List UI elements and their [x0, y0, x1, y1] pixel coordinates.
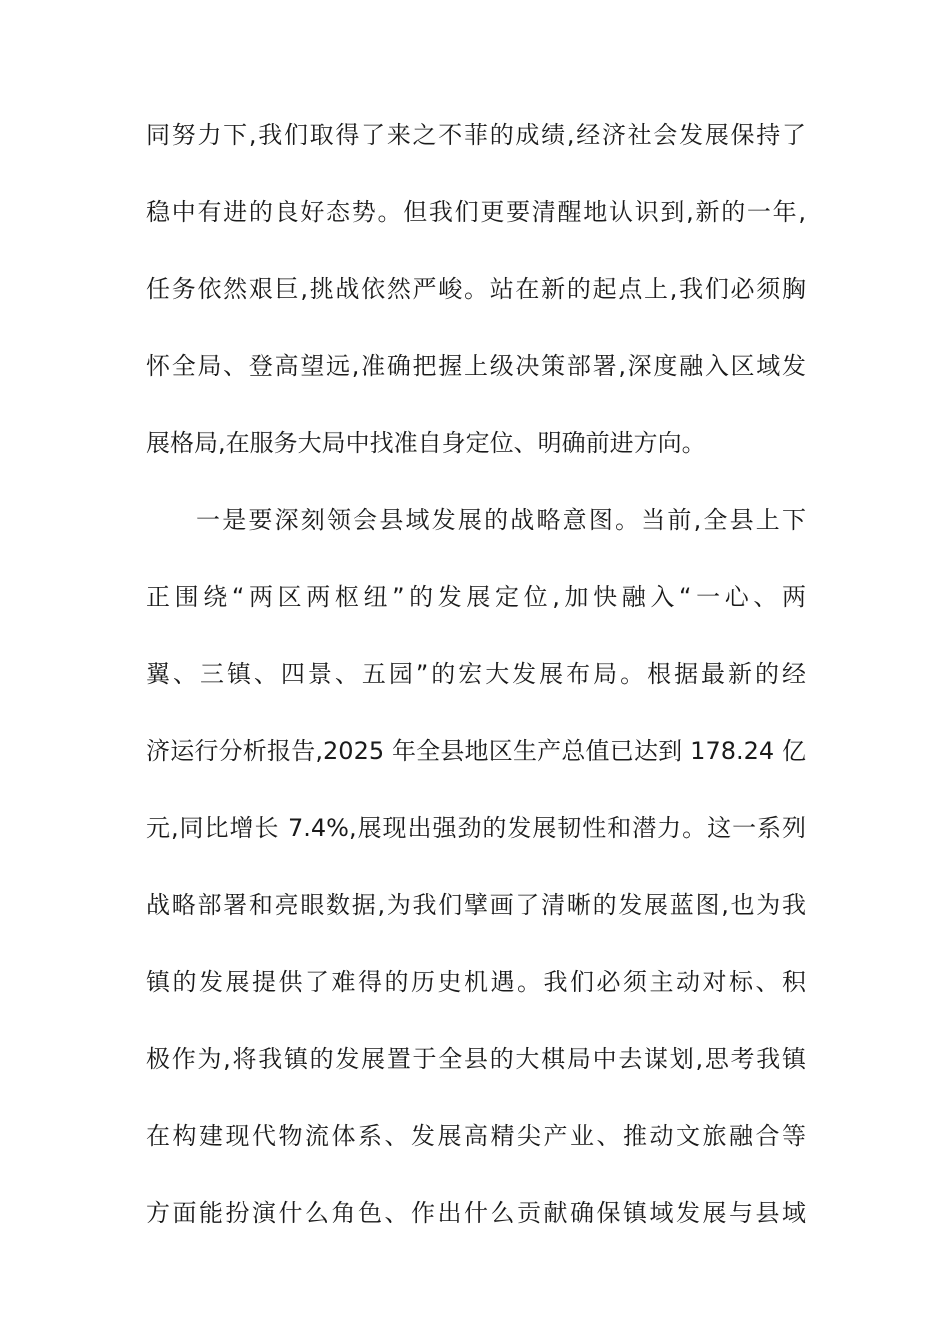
text-line-7: 正围绕“两区两枢纽”的发展定位,加快融入“一心、两 [146, 583, 806, 611]
text-line-8: 翼、三镇、四景、五园”的宏大发展布局。根据最新的经 [146, 660, 806, 688]
text-line-11: 战略部署和亮眼数据,为我们擘画了清晰的发展蓝图,也为我 [146, 891, 806, 919]
text-line-3: 任务依然艰巨,挑战依然严峻。站在新的起点上,我们必须胸 [146, 275, 806, 303]
text-line-5: 展格局,在服务大局中找准自身定位、明确前进方向。 [146, 429, 706, 457]
text-line-4: 怀全局、登高望远,准确把握上级决策部署,深度融入区域发 [146, 352, 806, 380]
text-line-10: 元,同比增长 7.4%,展现出强劲的发展韧性和潜力。这一系列 [146, 814, 806, 842]
text-line-9: 济运行分析报告,2025 年全县地区生产总值已达到 178.24 亿 [146, 737, 806, 765]
text-line-13: 极作为,将我镇的发展置于全县的大棋局中去谋划,思考我镇 [146, 1045, 806, 1073]
text-line-1: 同努力下,我们取得了来之不菲的成绩,经济社会发展保持了 [146, 121, 806, 149]
text-line-14: 在构建现代物流体系、发展高精尖产业、推动文旅融合等 [146, 1122, 806, 1150]
text-line-2: 稳中有进的良好态势。但我们更要清醒地认识到,新的一年, [146, 198, 806, 226]
text-line-6: 一是要深刻领会县域发展的战略意图。当前,全县上下 [196, 506, 806, 534]
text-line-12: 镇的发展提供了难得的历史机遇。我们必须主动对标、积 [146, 968, 806, 996]
text-line-15: 方面能扮演什么角色、作出什么贡献确保镇域发展与县域 [146, 1199, 806, 1227]
